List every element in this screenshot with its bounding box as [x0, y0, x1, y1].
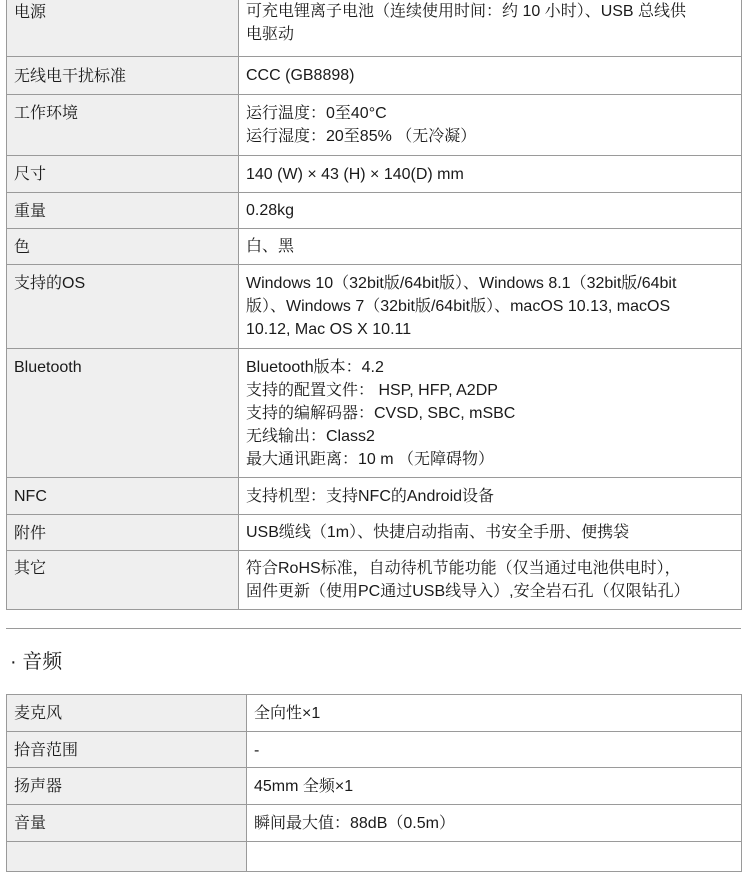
spec-row — [7, 229, 742, 265]
spec-value — [239, 551, 742, 610]
spec-value-line: Bluetooth版本：4.2 — [246, 359, 384, 376]
spec-value-line: 白、黑 — [246, 238, 295, 255]
spec-value-line: 支持的编解码器：CVSD, SBC, mSBC — [246, 405, 516, 422]
audio-value — [247, 842, 742, 872]
spec-label: 重量 — [7, 193, 239, 229]
spec-row — [7, 95, 742, 156]
spec-value — [239, 156, 742, 193]
section-title-audio: · 音频 — [10, 651, 63, 673]
spec-value-line: 固件更新（使用PC通过USB线导入）,安全岩石孔（仅限钻孔） — [246, 583, 690, 600]
spec-table — [6, 0, 742, 610]
spec-value — [239, 0, 742, 57]
spec-value-line: 支持的配置文件： HSP, HFP, A2DP — [246, 382, 498, 399]
spec-value-line: 无线输出：Class2 — [246, 428, 375, 445]
spec-label: 工作环境 — [7, 95, 239, 156]
spec-label: 电源 — [7, 0, 239, 57]
spec-value-line: 运行温度：0至40°C — [246, 105, 387, 122]
spec-label: 色 — [7, 229, 239, 265]
spec-value-line: 电驱动 — [246, 26, 295, 43]
spec-value-line: 最大通讯距离：10 m （无障碍物） — [246, 451, 495, 468]
spec-value-line: 运行湿度：20至85% （无冷凝） — [246, 128, 477, 145]
spec-value — [239, 95, 742, 156]
spec-row — [7, 515, 742, 551]
spec-value-line: 0.28kg — [246, 202, 295, 219]
spec-row — [7, 551, 742, 610]
spec-label: 其它 — [7, 551, 239, 610]
spec-value — [239, 265, 742, 349]
spec-value-line: 140 (W) × 43 (H) × 140(D) mm — [246, 166, 464, 183]
spec-value-line: 符合RoHS标准，自动待机节能功能（仅当通过电池供电时）， — [246, 560, 681, 577]
audio-label: 麦克风 — [7, 695, 247, 732]
spec-value — [239, 515, 742, 551]
spec-value-line: USB缆线（1m）、快捷启动指南、书安全手册、便携袋 — [246, 524, 630, 541]
audio-row — [7, 842, 742, 872]
spec-row — [7, 265, 742, 349]
spec-label: 尺寸 — [7, 156, 239, 193]
spec-row — [7, 478, 742, 515]
audio-value: - — [247, 732, 742, 768]
spec-label: 附件 — [7, 515, 239, 551]
audio-label: 扬声器 — [7, 768, 247, 805]
audio-table — [6, 694, 742, 872]
audio-value: 全向性×1 — [247, 695, 742, 732]
spec-value — [239, 349, 742, 478]
audio-table-body — [7, 695, 742, 872]
spec-value — [239, 57, 742, 95]
spec-label: 无线电干扰标准 — [7, 57, 239, 95]
spec-value-line: CCC (GB8898) — [246, 67, 355, 84]
spec-row — [7, 349, 742, 478]
spec-value — [239, 193, 742, 229]
audio-row — [7, 732, 742, 768]
spec-row — [7, 57, 742, 95]
spec-table-body — [7, 0, 742, 610]
spec-value-line: 版）、Windows 7（32bit版/64bit版）、macOS 10.13, macOS — [246, 298, 671, 315]
audio-row — [7, 768, 742, 805]
spec-row — [7, 193, 742, 229]
spec-value-line: Windows 10（32bit版/64bit版）、Windows 8.1（32bit版/64bit — [246, 275, 677, 292]
audio-row — [7, 805, 742, 842]
spec-row — [7, 0, 742, 57]
audio-value: 45mm 全频×1 — [247, 768, 742, 805]
audio-label: 拾音范围 — [7, 732, 247, 768]
audio-label — [7, 842, 247, 872]
spec-label: NFC — [7, 478, 239, 515]
spec-value-line: 10.12, Mac OS X 10.11 — [246, 321, 412, 338]
spec-label: Bluetooth — [7, 349, 239, 478]
spec-row — [7, 156, 742, 193]
spec-value-line: 支持机型：支持NFC的Android设备 — [246, 488, 495, 505]
spec-value — [239, 229, 742, 265]
spec-label: 支持的OS — [7, 265, 239, 349]
audio-label: 音量 — [7, 805, 247, 842]
spec-value — [239, 478, 742, 515]
spec-value-line: 可充电锂离子电池（连续使用时间：约 10 小时）、USB 总线供 — [246, 3, 687, 20]
section-divider — [6, 628, 741, 629]
audio-row — [7, 695, 742, 732]
audio-value: 瞬间最大值：88dB（0.5m） — [247, 805, 742, 842]
